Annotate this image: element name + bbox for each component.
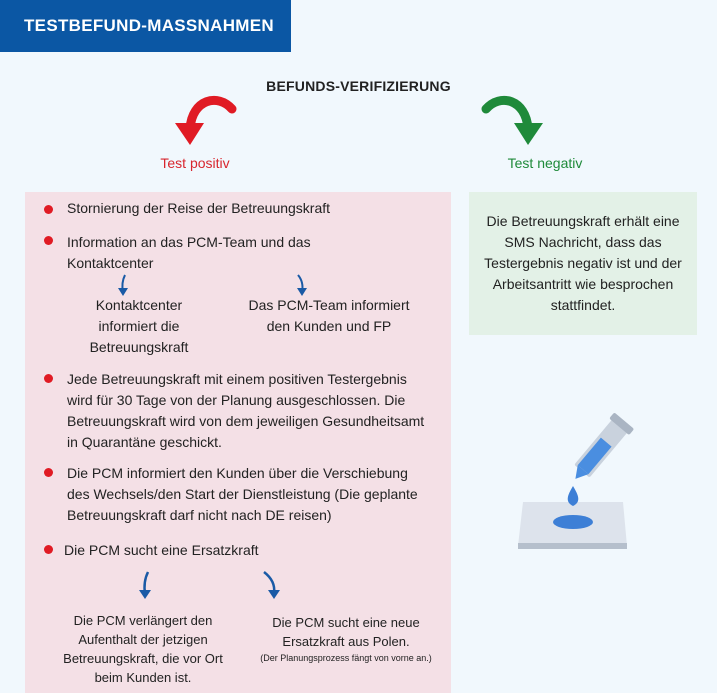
test-tube-illustration-icon (515, 410, 645, 552)
item-exclusion-quarantine: Jede Betreuungskraft mit einem positiven Testergebnis wird für 30 Tage von der Planung ausgeschlossen. Die Betreuungskraft wird von dem jeweiligen Gesundheitsamt in Quarantäne geschickt. (67, 371, 425, 450)
blue-arrow-down-icon (261, 570, 281, 600)
branch-contact-center: Kontaktcenter informiert die Betreuungskraft (89, 297, 189, 355)
bullet-dot (44, 236, 53, 245)
item-cancel-travel: Stornierung der Reise der Betreuungskraft (67, 200, 331, 216)
green-curved-arrow-icon (478, 95, 548, 150)
bullet-dot (44, 545, 53, 554)
item-find-replacement: Die PCM sucht eine Ersatzkraft (64, 542, 259, 558)
bullet-dot (44, 374, 53, 383)
red-curved-arrow-icon (170, 95, 240, 150)
blue-arrow-down-icon (115, 273, 131, 297)
item-inform-team: Information an das PCM-Team und das Kontaktcenter (67, 234, 311, 271)
bullet-dot (44, 205, 53, 214)
negative-actions-panel (469, 192, 697, 335)
item-inform-customer: Die PCM informiert den Kunden über die Verschiebung des Wechsels/den Start der Dienstleistung (Die geplante Betreuungskraft darf nicht nach DE reisen) (67, 465, 418, 523)
branch-new-replacement (248, 613, 444, 665)
test-positive-label: Test positiv (160, 155, 230, 171)
negative-text: Die Betreuungskraft erhält eine SMS Nachricht, dass das Testergebnis negativ ist und der Arbeitsantritt wie besprochen stattfindet. (484, 213, 682, 313)
branch-pcm-team: Das PCM-Team informiert den Kunden und FP (248, 297, 410, 334)
planning-note: (Der Planungsprozess fängt von vorne an.) (260, 653, 432, 663)
title-banner: TESTBEFUND-MASSNAHMEN (0, 0, 291, 52)
verification-heading: BEFUNDS-VERIFIZIERUNG (266, 78, 451, 94)
branch-extend-stay: Die PCM verlängert den Aufenthalt der jetzigen Betreuungskraft, die vor Ort beim Kunden ist. (63, 613, 223, 685)
blue-arrow-down-icon (136, 570, 154, 600)
bullet-dot (44, 468, 53, 477)
branch-new-replacement-text: Die PCM sucht eine neue Ersatzkraft aus Polen. (272, 615, 420, 649)
test-negative-label: Test negativ (507, 155, 583, 171)
blue-arrow-down-icon (294, 273, 310, 297)
